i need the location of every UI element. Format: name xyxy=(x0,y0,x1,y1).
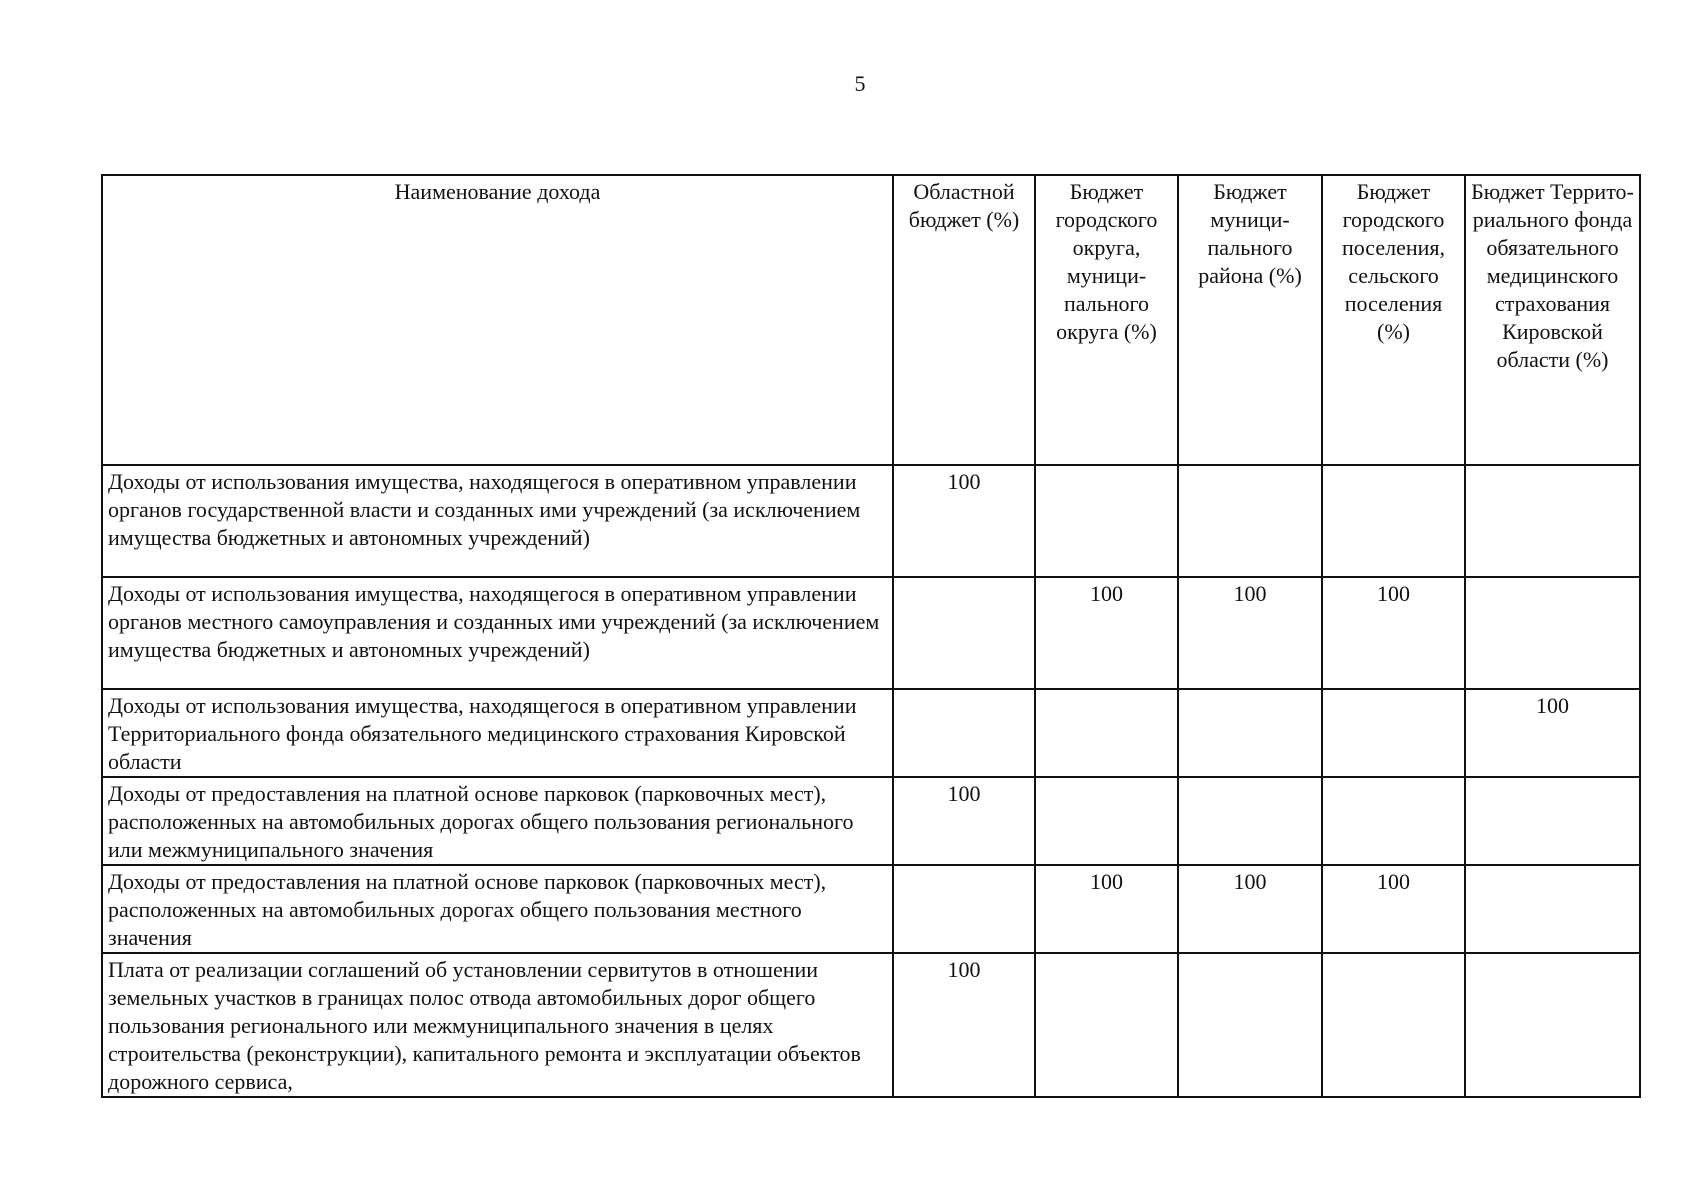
table-row xyxy=(102,777,1640,865)
regional-budget-cell xyxy=(893,689,1035,777)
header-medical-insurance-fund-budget: Бюджет Террито-риального фонда обязательного медицинского страхования Кировской области (%) xyxy=(1465,175,1640,465)
municipal-area-budget-cell xyxy=(1178,465,1322,577)
city-district-budget-cell xyxy=(1035,953,1178,1097)
table-row xyxy=(102,465,1640,577)
regional-budget-cell: 100 xyxy=(893,465,1035,577)
regional-budget-cell: 100 xyxy=(893,777,1035,865)
city-district-budget-cell xyxy=(1035,465,1178,577)
table-row xyxy=(102,953,1640,1097)
income-name-cell: Доходы от предоставления на платной основе парковок (парковочных мест), расположенных на автомобильных дорогах общего пользования местного значения xyxy=(102,865,893,953)
municipal-area-budget-cell xyxy=(1178,689,1322,777)
header-settlement-budget: Бюджет городского поселения, сельского поселения (%) xyxy=(1322,175,1465,465)
income-name-cell: Доходы от использования имущества, находящегося в оперативном управлении органов местного самоуправления и созданных ими учреждений (за исключением имущества бюджетных и автономных учреждений) xyxy=(102,577,893,689)
regional-budget-cell xyxy=(893,577,1035,689)
city-district-budget-cell xyxy=(1035,689,1178,777)
medical-insurance-fund-cell xyxy=(1465,777,1640,865)
header-municipal-area-budget: Бюджет муници-пального района (%) xyxy=(1178,175,1322,465)
regional-budget-cell xyxy=(893,865,1035,953)
page-number: 5 xyxy=(854,71,866,96)
city-district-budget-cell xyxy=(1035,777,1178,865)
header-regional-budget: Областной бюджет (%) xyxy=(893,175,1035,465)
city-district-budget-cell: 100 xyxy=(1035,865,1178,953)
income-distribution-table xyxy=(101,174,1641,1098)
settlement-budget-cell: 100 xyxy=(1322,577,1465,689)
table-row xyxy=(102,689,1640,777)
table-header-row xyxy=(102,175,1640,465)
medical-insurance-fund-cell xyxy=(1465,465,1640,577)
medical-insurance-fund-cell xyxy=(1465,953,1640,1097)
city-district-budget-cell: 100 xyxy=(1035,577,1178,689)
medical-insurance-fund-cell xyxy=(1465,577,1640,689)
settlement-budget-cell xyxy=(1322,465,1465,577)
settlement-budget-cell xyxy=(1322,689,1465,777)
municipal-area-budget-cell: 100 xyxy=(1178,577,1322,689)
header-income-name: Наименование дохода xyxy=(102,175,893,465)
municipal-area-budget-cell xyxy=(1178,953,1322,1097)
income-name-cell: Доходы от использования имущества, находящегося в оперативном управлении Территориального фонда обязательного медицинского страхования Кировской области xyxy=(102,689,893,777)
income-name-cell: Доходы от предоставления на платной основе парковок (парковочных мест), расположенных на автомобильных дорогах общего пользования регионального или межмуниципального значения xyxy=(102,777,893,865)
table-row xyxy=(102,577,1640,689)
income-name-cell: Плата от реализации соглашений об установлении сервитутов в отношении земельных участков в границах полос отвода автомобильных дорог общего пользования регионального или межмуниципального значения в целях строительства (реконструкции), капитального ремонта и эксплуатации объектов дорожного сервиса, xyxy=(102,953,893,1097)
municipal-area-budget-cell xyxy=(1178,777,1322,865)
municipal-area-budget-cell: 100 xyxy=(1178,865,1322,953)
medical-insurance-fund-cell: 100 xyxy=(1465,689,1640,777)
settlement-budget-cell xyxy=(1322,953,1465,1097)
medical-insurance-fund-cell xyxy=(1465,865,1640,953)
settlement-budget-cell xyxy=(1322,777,1465,865)
settlement-budget-cell: 100 xyxy=(1322,865,1465,953)
header-city-district-budget: Бюджет городского округа, муници-пального округа (%) xyxy=(1035,175,1178,465)
table-row xyxy=(102,865,1640,953)
regional-budget-cell: 100 xyxy=(893,953,1035,1097)
income-name-cell: Доходы от использования имущества, находящегося в оперативном управлении органов государственной власти и созданных ими учреждений (за исключением имущества бюджетных и автономных учреждений) xyxy=(102,465,893,577)
